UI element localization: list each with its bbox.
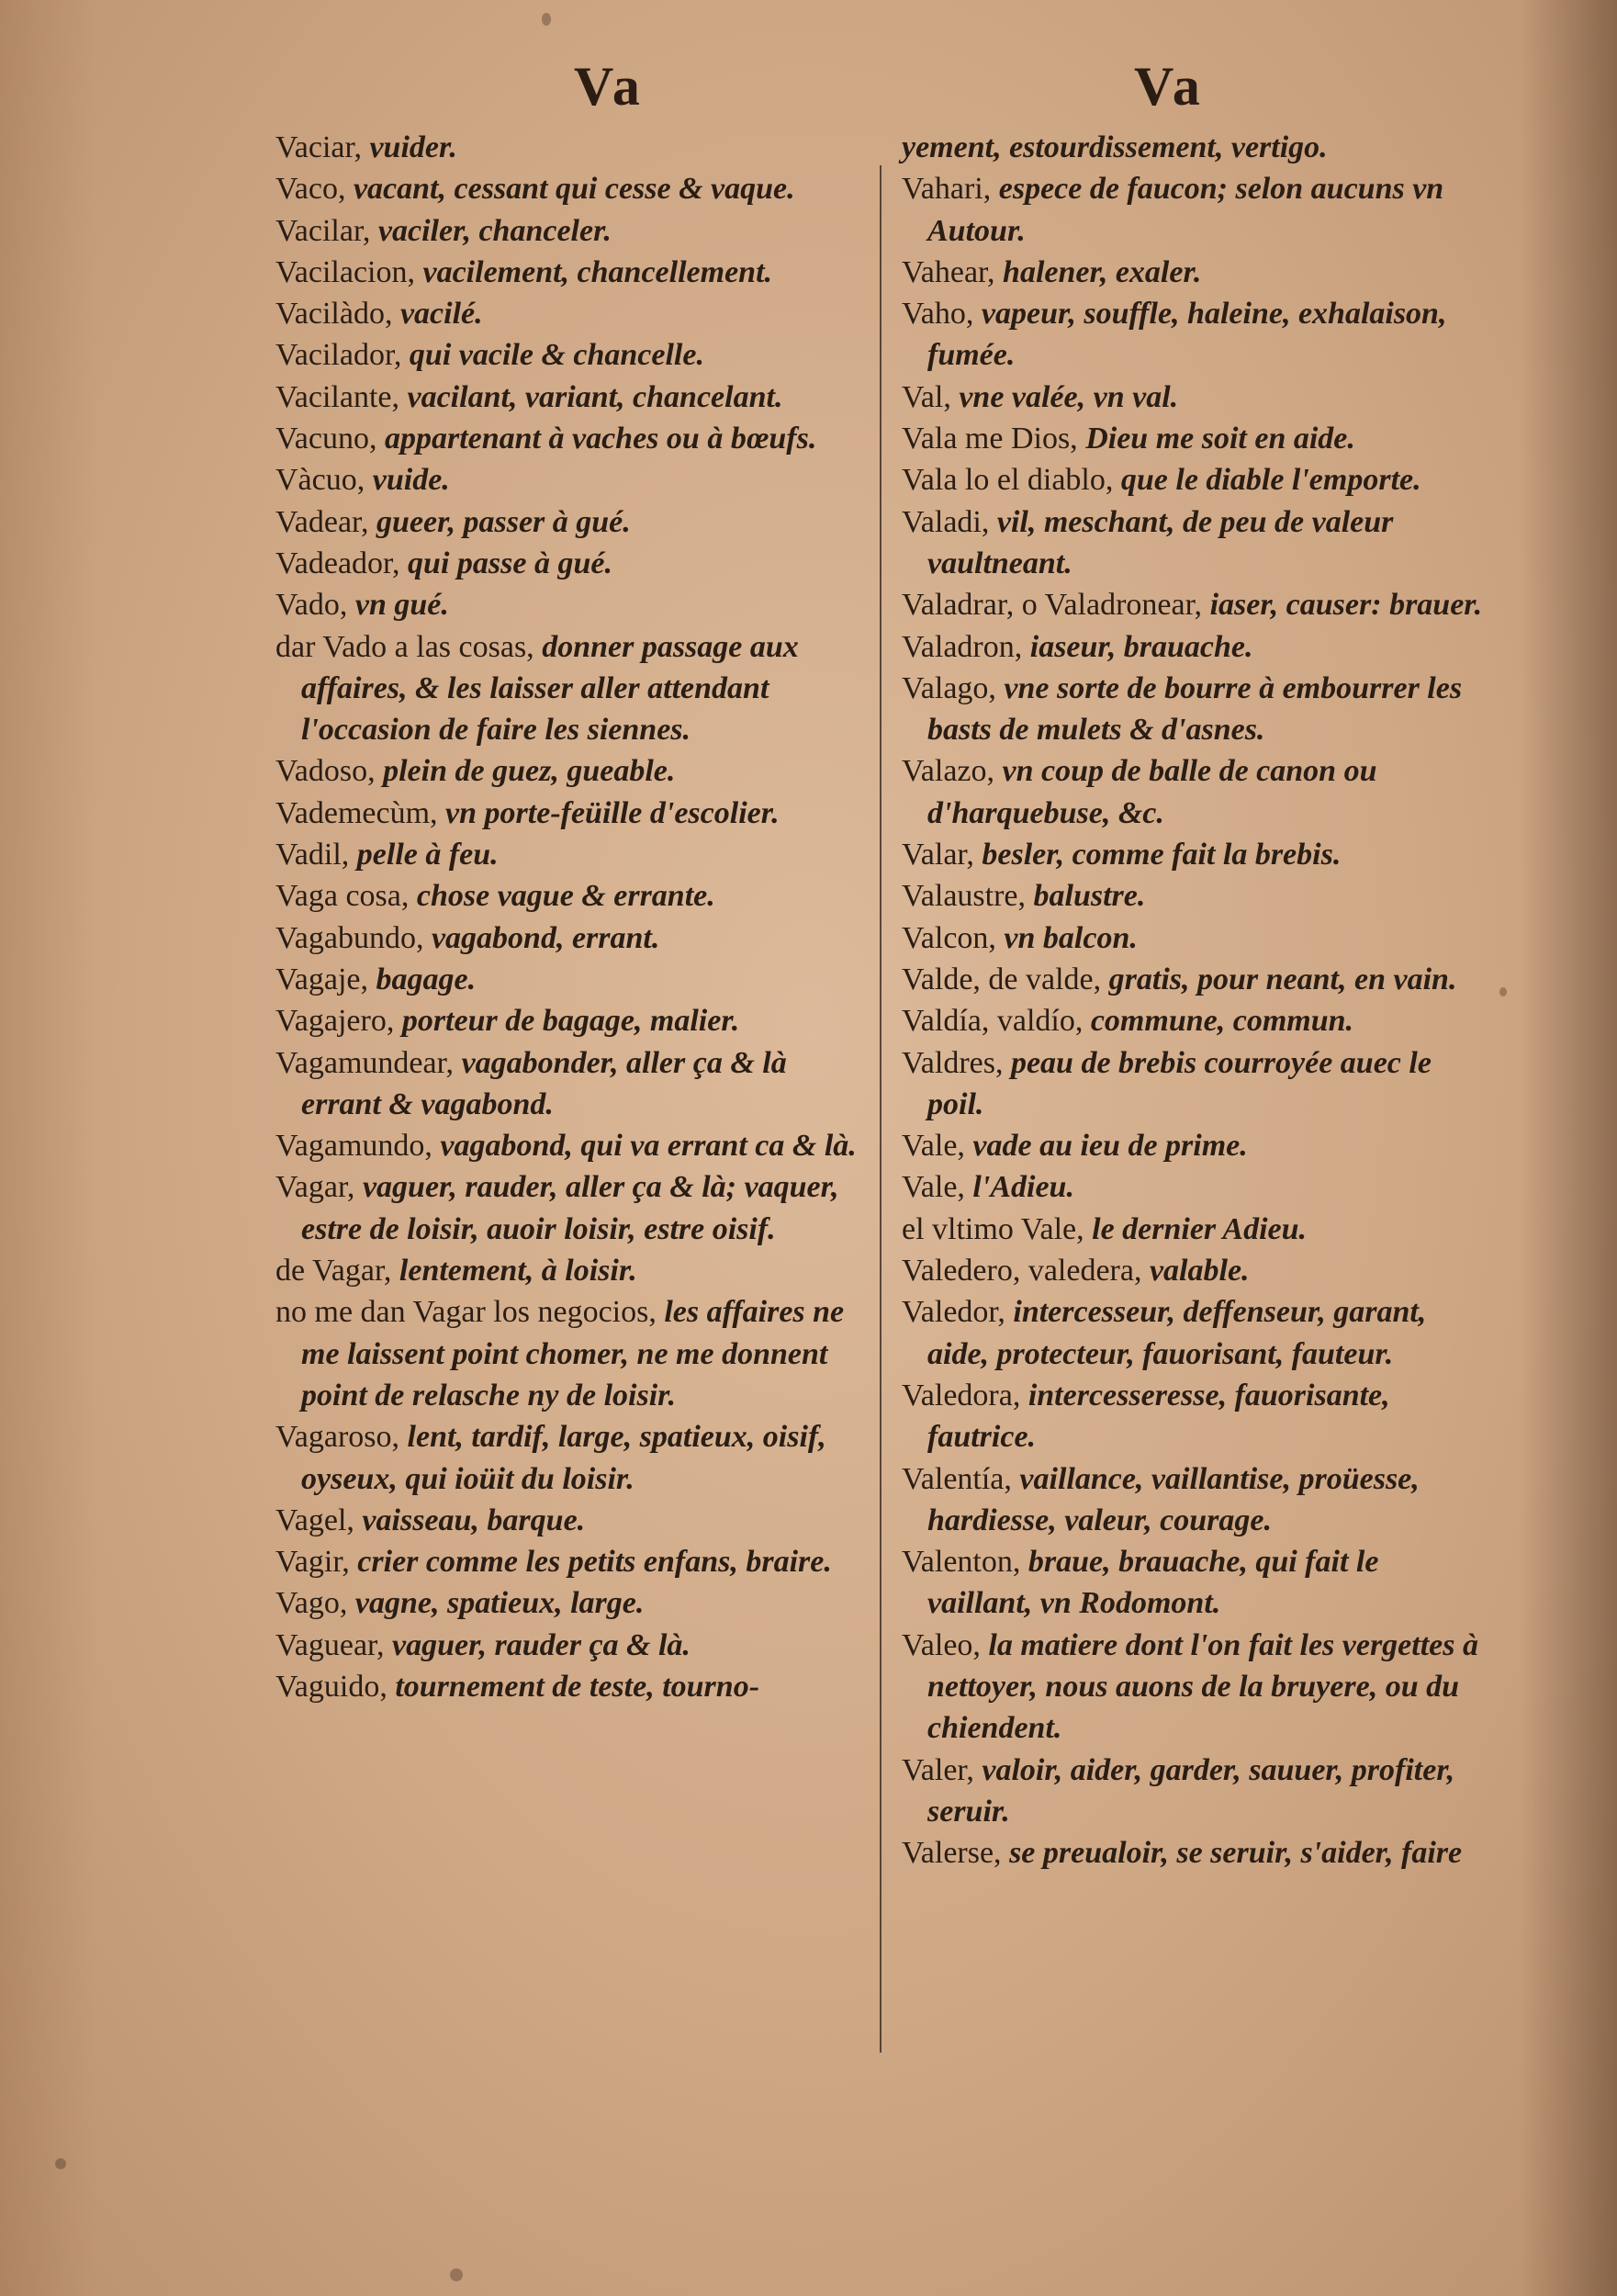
dictionary-entry bbox=[902, 127, 1489, 168]
dictionary-entry bbox=[902, 1250, 1489, 1291]
dictionary-entry bbox=[275, 1500, 872, 1541]
entry-headword: Vaho, bbox=[902, 297, 982, 332]
entry-headword: dar Vado a las cosas, bbox=[275, 629, 543, 664]
entry-definition: iaseur, brauache. bbox=[1029, 629, 1253, 664]
running-head-right: Va bbox=[1134, 56, 1204, 117]
dictionary-entry bbox=[902, 1832, 1489, 1874]
entry-definition: peau de brebis courroyée auec le poil. bbox=[927, 1045, 1432, 1121]
entry-definition: intercesseur, deffenseur, garant, aide, protecteur, fauorisant, fauteur. bbox=[927, 1295, 1427, 1371]
entry-definition: plein de guez, gueable. bbox=[383, 754, 676, 789]
dictionary-entry bbox=[902, 168, 1489, 252]
right-column bbox=[902, 127, 1489, 1874]
entry-headword: Vadeador, bbox=[275, 546, 409, 580]
dictionary-entry bbox=[275, 1166, 872, 1250]
dictionary-entry bbox=[275, 501, 872, 543]
dictionary-entry bbox=[902, 252, 1489, 293]
entry-definition: vuider. bbox=[369, 130, 457, 164]
entry-headword: Vagaroso, bbox=[275, 1420, 408, 1455]
dictionary-entry bbox=[275, 626, 872, 751]
entry-headword: no me dan Vagar los negocios, bbox=[275, 1295, 665, 1330]
entry-headword: el vltimo Vale, bbox=[902, 1211, 1093, 1246]
entry-headword: Vagajero, bbox=[275, 1004, 402, 1039]
entry-headword: Vadil, bbox=[275, 838, 357, 872]
entry-definition: donner passage aux affaires, & les laisser aller attendant l'occasion de faire les siennes. bbox=[301, 629, 799, 748]
dictionary-entry bbox=[275, 418, 872, 459]
entry-definition: intercesseresse, fauorisante, fautrice. bbox=[927, 1378, 1390, 1455]
entry-headword: Valar, bbox=[902, 838, 983, 872]
entry-definition: le dernier Adieu. bbox=[1092, 1211, 1308, 1246]
dictionary-entry bbox=[275, 1666, 872, 1707]
entry-headword: Valadron, bbox=[902, 629, 1030, 664]
dictionary-entry bbox=[902, 1375, 1489, 1458]
dictionary-entry bbox=[902, 1458, 1489, 1542]
entry-definition: se preualoir, se seruir, s'aider, faire bbox=[1009, 1836, 1463, 1871]
entry-headword: Vacuno, bbox=[275, 422, 385, 456]
entry-definition: qui vacile & chancelle. bbox=[409, 338, 704, 373]
dictionary-entry bbox=[275, 1625, 872, 1666]
dictionary-entry bbox=[902, 1166, 1489, 1208]
dictionary-entry bbox=[902, 293, 1489, 377]
dictionary-entry bbox=[275, 1250, 872, 1291]
entry-definition: vuide. bbox=[372, 463, 450, 498]
entry-definition: chose vague & errante. bbox=[416, 879, 715, 914]
entry-headword: Valer, bbox=[902, 1752, 983, 1787]
column-divider bbox=[880, 165, 881, 2053]
entry-headword: Vaguido, bbox=[275, 1669, 396, 1704]
ink-spot bbox=[55, 2158, 66, 2169]
dictionary-entry bbox=[902, 418, 1489, 459]
entry-headword: Vagabundo, bbox=[275, 920, 432, 955]
entry-definition: crier comme les petits enfans, braire. bbox=[357, 1545, 832, 1580]
dictionary-entry bbox=[275, 293, 872, 334]
entry-headword: Vagamundear, bbox=[275, 1045, 462, 1080]
entry-headword: Valenton, bbox=[902, 1545, 1028, 1580]
entry-headword: Vacilante, bbox=[275, 379, 408, 414]
entry-definition: vn porte-feüille d'escolier. bbox=[445, 795, 780, 830]
entry-definition: vaguer, rauder ça & là. bbox=[392, 1627, 691, 1662]
entry-headword: de Vagar, bbox=[275, 1254, 399, 1289]
dictionary-entry bbox=[275, 834, 872, 875]
entry-definition: vaillance, vaillantise, proüesse, hardiesse, valeur, courage. bbox=[927, 1461, 1420, 1537]
dictionary-entry bbox=[902, 584, 1489, 625]
entry-definition: valable. bbox=[1149, 1254, 1250, 1289]
entry-headword: Valdía, valdío, bbox=[902, 1004, 1091, 1039]
entry-definition: gueer, passer à gué. bbox=[376, 504, 631, 539]
entry-headword: Valedero, valedera, bbox=[902, 1254, 1150, 1289]
dictionary-entry bbox=[902, 1541, 1489, 1625]
entry-headword: Vale, bbox=[902, 1129, 973, 1164]
entry-headword: Vacilàdo, bbox=[275, 297, 400, 332]
ink-spot bbox=[450, 2268, 463, 2281]
entry-headword: Vacilar, bbox=[275, 213, 378, 248]
entry-definition: vn balcon. bbox=[1004, 920, 1138, 955]
entry-definition: yement, estourdissement, vertigo. bbox=[902, 130, 1328, 164]
dictionary-entry bbox=[275, 459, 872, 501]
dictionary-entry bbox=[275, 1582, 872, 1624]
dictionary-entry bbox=[275, 1000, 872, 1041]
dictionary-entry bbox=[275, 1416, 872, 1500]
dictionary-entry bbox=[902, 1209, 1489, 1250]
entry-definition: halener, exaler. bbox=[1003, 254, 1202, 289]
entry-definition: vacilé. bbox=[399, 297, 483, 332]
dictionary-entry bbox=[275, 377, 872, 418]
entry-headword: Vagaje, bbox=[275, 962, 376, 996]
entry-definition: vaguer, rauder, aller ça & là; vaquer, estre de loisir, auoir loisir, estre oisif. bbox=[301, 1170, 839, 1246]
entry-definition: Dieu me soit en aide. bbox=[1085, 422, 1355, 456]
entry-definition: qui passe à gué. bbox=[408, 546, 612, 580]
dictionary-entry bbox=[902, 1625, 1489, 1750]
entry-headword: Vado, bbox=[275, 588, 355, 623]
entry-headword: Vala lo el diablo, bbox=[902, 463, 1121, 498]
entry-headword: Valadrar, o Valadronear, bbox=[902, 588, 1210, 623]
dictionary-entry bbox=[902, 1750, 1489, 1833]
entry-definition: bagage. bbox=[376, 962, 477, 996]
entry-headword: Vaco, bbox=[275, 172, 354, 207]
entry-headword: Valcon, bbox=[902, 920, 1005, 955]
ink-spot bbox=[1499, 987, 1507, 996]
entry-definition: la matiere dont l'on fait les vergettes à nettoyer, nous auons de la bruyere, ou du chiendent. bbox=[927, 1627, 1478, 1746]
entry-definition: vagabond, qui va errant ca & là. bbox=[440, 1129, 857, 1164]
dictionary-entry bbox=[275, 959, 872, 1000]
entry-headword: Valdres, bbox=[902, 1045, 1011, 1080]
dictionary-entry bbox=[902, 917, 1489, 959]
entry-headword: Vagamundo, bbox=[275, 1129, 441, 1164]
dictionary-entry bbox=[275, 127, 872, 168]
dictionary-entry bbox=[902, 668, 1489, 751]
entry-headword: Vale, bbox=[902, 1170, 973, 1205]
dictionary-entry bbox=[902, 1000, 1489, 1041]
entry-definition: vne sorte de bourre à embourrer les basts de mulets & d'asnes. bbox=[927, 670, 1463, 748]
entry-headword: Valentía, bbox=[902, 1461, 1020, 1496]
entry-headword: Valedor, bbox=[902, 1295, 1014, 1330]
dictionary-entry bbox=[275, 1042, 872, 1126]
entry-definition: l'Adieu. bbox=[972, 1170, 1074, 1205]
entry-headword: Vadoso, bbox=[275, 754, 384, 789]
dictionary-entry bbox=[275, 917, 872, 959]
dictionary-entry bbox=[902, 750, 1489, 834]
dictionary-entry bbox=[275, 168, 872, 209]
running-head-left: Va bbox=[574, 56, 644, 117]
dictionary-entry bbox=[275, 875, 872, 917]
dictionary-entry bbox=[275, 1541, 872, 1582]
entry-headword: Valedora, bbox=[902, 1378, 1028, 1412]
entry-headword: Vala me Dios, bbox=[902, 422, 1086, 456]
entry-headword: Vacilador, bbox=[275, 338, 410, 373]
dictionary-entry bbox=[902, 501, 1489, 585]
entry-headword: Valago, bbox=[902, 670, 1005, 705]
entry-definition: vagabond, errant. bbox=[431, 920, 660, 955]
dictionary-entry bbox=[902, 959, 1489, 1000]
entry-definition: vaciler, chanceler. bbox=[377, 213, 612, 248]
entry-headword: Vagel, bbox=[275, 1503, 363, 1537]
entry-definition: tournement de teste, tourno- bbox=[395, 1669, 760, 1704]
dictionary-entry bbox=[902, 377, 1489, 418]
dictionary-entry bbox=[275, 1291, 872, 1416]
dictionary-entry bbox=[275, 584, 872, 625]
dictionary-entry bbox=[275, 334, 872, 376]
dictionary-entry bbox=[275, 210, 872, 252]
dictionary-entry bbox=[275, 750, 872, 792]
entry-definition: vacilement, chancellement. bbox=[422, 254, 773, 289]
dictionary-entry bbox=[902, 1291, 1489, 1375]
entry-headword: Valazo, bbox=[902, 754, 1003, 789]
entry-definition: vaisseau, barque. bbox=[362, 1503, 586, 1537]
entry-headword: Vahear, bbox=[902, 254, 1004, 289]
dictionary-entry bbox=[275, 793, 872, 834]
entry-definition: iaser, causer: brauer. bbox=[1209, 588, 1483, 623]
dictionary-entry bbox=[902, 459, 1489, 501]
entry-headword: Valerse, bbox=[902, 1836, 1010, 1871]
entry-definition: que le diable l'emporte. bbox=[1120, 463, 1421, 498]
entry-definition: les affaires ne me laissent point chomer, ne me donnent point de relasche ny de loisir. bbox=[301, 1295, 845, 1412]
dictionary-entry bbox=[275, 1125, 872, 1166]
entry-definition: balustre. bbox=[1033, 879, 1146, 914]
entry-definition: vacant, cessant qui cesse & vaque. bbox=[353, 172, 795, 207]
dictionary-entry bbox=[275, 252, 872, 293]
entry-definition: espece de faucon; selon aucuns vn Autour. bbox=[927, 172, 1444, 248]
entry-definition: besler, comme fait la brebis. bbox=[982, 838, 1342, 872]
entry-headword: Vaciar, bbox=[275, 130, 370, 164]
entry-definition: commune, commun. bbox=[1090, 1004, 1354, 1039]
dictionary-entry bbox=[902, 1125, 1489, 1166]
entry-headword: Valaustre, bbox=[902, 879, 1034, 914]
dictionary-entry bbox=[902, 626, 1489, 668]
entry-definition: pelle à feu. bbox=[356, 838, 499, 872]
entry-headword: Valadi, bbox=[902, 504, 997, 539]
dictionary-entry bbox=[275, 543, 872, 584]
entry-headword: Val, bbox=[902, 379, 960, 414]
entry-headword: Vàcuo, bbox=[275, 463, 373, 498]
entry-definition: lent, tardif, large, spatieux, oisif, oyseux, qui ioüit du loisir. bbox=[301, 1420, 826, 1496]
entry-headword: Vahari, bbox=[902, 172, 999, 207]
dictionary-entry bbox=[902, 875, 1489, 917]
entry-definition: vagne, spatieux, large. bbox=[354, 1586, 645, 1621]
entry-definition: vapeur, souffle, haleine, exhalaison, fumée. bbox=[927, 297, 1447, 373]
entry-definition: vil, meschant, de peu de valeur vaultneant. bbox=[927, 504, 1394, 580]
entry-headword: Vagir, bbox=[275, 1545, 358, 1580]
entry-headword: Vaga cosa, bbox=[275, 879, 417, 914]
entry-definition: vagabonder, aller ça & là errant & vagabond. bbox=[301, 1045, 787, 1121]
left-column bbox=[275, 127, 872, 1707]
entry-definition: vn coup de balle de canon ou d'harquebuse, &c. bbox=[927, 754, 1377, 830]
entry-headword: Vaguear, bbox=[275, 1627, 393, 1662]
entry-definition: vacilant, variant, chancelant. bbox=[407, 379, 783, 414]
entry-headword: Valeo, bbox=[902, 1627, 989, 1662]
entry-headword: Vademecùm, bbox=[275, 795, 446, 830]
entry-definition: braue, brauache, qui fait le vaillant, vn Rodomont. bbox=[927, 1545, 1379, 1621]
entry-headword: Vagar, bbox=[275, 1170, 363, 1205]
entry-definition: gratis, pour neant, en vain. bbox=[1108, 962, 1457, 996]
dictionary-entry bbox=[902, 834, 1489, 875]
entry-definition: appartenant à vaches ou à bœufs. bbox=[384, 422, 817, 456]
entry-headword: Valde, de valde, bbox=[902, 962, 1109, 996]
entry-definition: vne valée, vn val. bbox=[959, 379, 1179, 414]
entry-definition: vn gué. bbox=[354, 588, 449, 623]
entry-definition: lentement, à loisir. bbox=[399, 1254, 637, 1289]
entry-headword: Vago, bbox=[275, 1586, 355, 1621]
entry-headword: Vadear, bbox=[275, 504, 377, 539]
entry-headword: Vacilacion, bbox=[275, 254, 423, 289]
entry-definition: vade au ieu de prime. bbox=[972, 1129, 1248, 1164]
entry-definition: valoir, aider, garder, sauuer, profiter, seruir. bbox=[927, 1752, 1455, 1829]
entry-definition: porteur de bagage, malier. bbox=[401, 1004, 740, 1039]
ink-spot bbox=[542, 13, 551, 26]
dictionary-entry bbox=[902, 1042, 1489, 1126]
